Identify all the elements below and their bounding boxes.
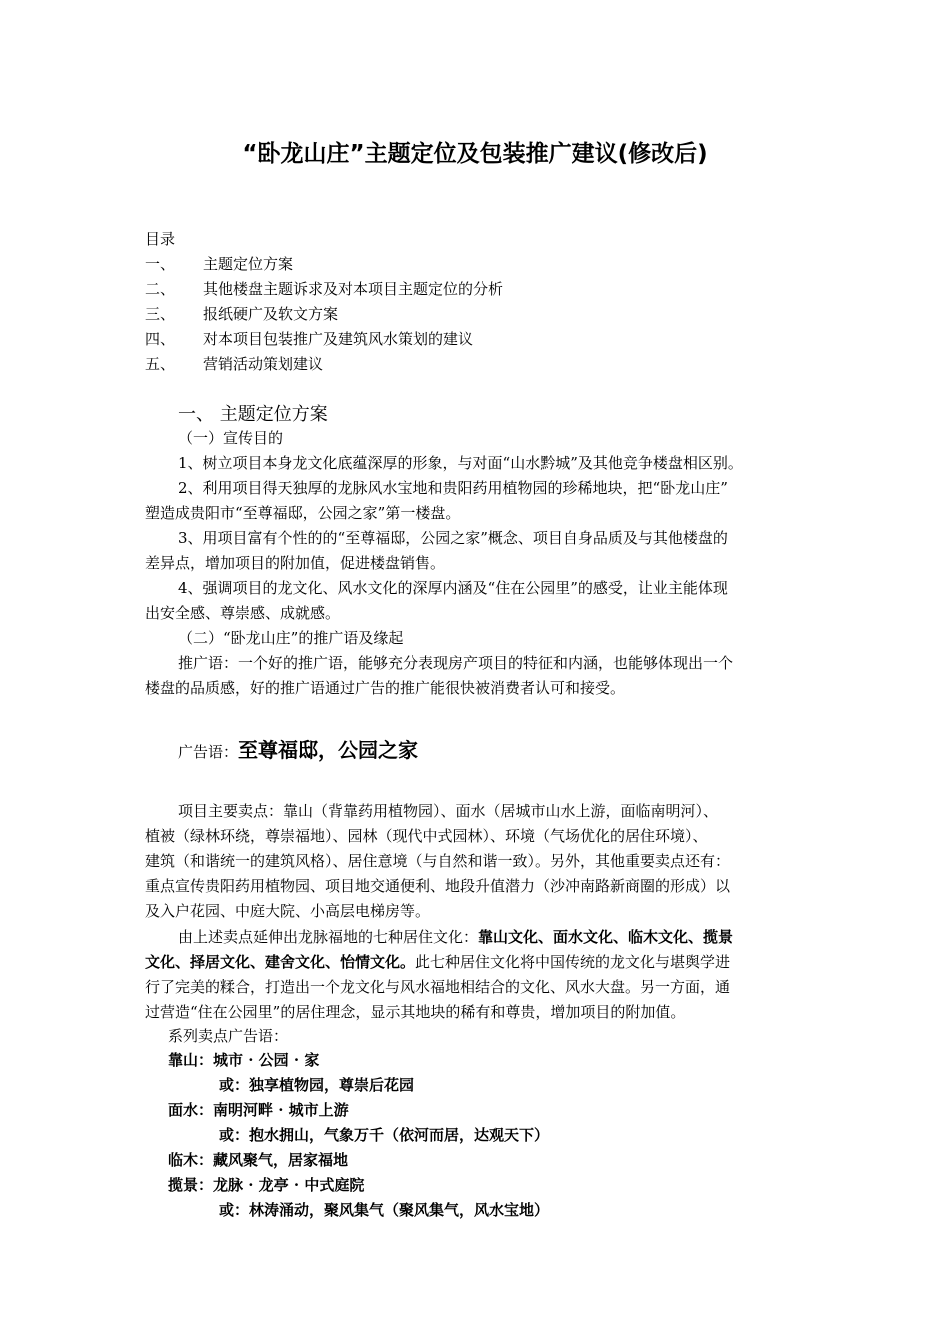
paragraph-line: 重点宣传贵阳药用植物园、项目地交通便利、地段升值潜力（沙冲南路新商圈的形成）以 <box>145 877 731 895</box>
paragraph-line: 推广语：一个好的推广语，能够充分表现房产项目的特征和内涵，也能够体现出一个 <box>178 654 734 672</box>
series-slogan <box>219 1198 549 1222</box>
series-slogan <box>168 1048 319 1072</box>
series-heading: 系列卖点广告语： <box>168 1027 289 1045</box>
subsection-heading: （一）宣传目的 <box>178 429 284 447</box>
paragraph-text: 此七种居住文化将中国传统的龙文化与堪舆学进 <box>415 953 731 971</box>
paragraph-line: 楼盘的品质感，好的推广语通过广告的推广能很快被消费者认可和接受。 <box>145 679 626 697</box>
section-heading: 一、 主题定位方案 <box>178 404 328 425</box>
series-label: 揽景： <box>168 1176 214 1194</box>
toc-item-number: 三、 <box>145 305 176 323</box>
paragraph-line: 过营造“住在公园里”的居住理念，显示其地块的稀有和尊贵，增加项目的附加值。 <box>145 1003 686 1021</box>
culture-list-bold: 文化、择居文化、建舍文化、怡情文化。 <box>145 953 416 971</box>
series-text: 龙脉 · 龙亭 · 中式庭院 <box>213 1176 365 1194</box>
series-slogan <box>168 1148 348 1172</box>
toc-item-text: 主题定位方案 <box>203 255 294 273</box>
series-slogan <box>219 1123 549 1147</box>
toc-item-text: 报纸硬广及软文方案 <box>203 305 339 323</box>
paragraph-line: 项目主要卖点：靠山（背靠药用植物园）、面水（居城市山水上游，面临南明河）、 <box>178 802 719 820</box>
series-text: 城市 · 公园 · 家 <box>213 1051 320 1069</box>
document-title: “卧龙山庄”主题定位及包装推广建议(修改后) <box>242 141 708 167</box>
series-label: 面水： <box>168 1101 214 1119</box>
paragraph-line: 行了完美的糅合，打造出一个龙文化与风水福地相结合的文化、风水大盘。另一方面，通 <box>145 978 731 996</box>
series-label: 靠山： <box>168 1051 214 1069</box>
toc-item-number: 二、 <box>145 280 176 298</box>
series-text: 或：抱水拥山，气象万千（依河而居，达观天下） <box>219 1126 550 1144</box>
series-slogan <box>168 1098 349 1122</box>
series-slogan <box>219 1073 414 1097</box>
series-text: 或：林涛涌动，聚风集气（聚风集气，风水宝地） <box>219 1201 550 1219</box>
toc-item-number: 四、 <box>145 330 176 348</box>
slogan-label: 广告语： <box>178 743 239 761</box>
paragraph-line: 4、强调项目的龙文化、风水文化的深厚内涵及“住在公园里”的感受，让业主能体现 <box>178 579 728 597</box>
paragraph-line: 塑造成贵阳市“至尊福邸，公园之家”第一楼盘。 <box>145 504 461 522</box>
toc-item-text: 营销活动策划建议 <box>203 355 324 373</box>
toc-item-number: 一、 <box>145 255 176 273</box>
slogan-text: 至尊福邸，公园之家 <box>238 738 419 762</box>
paragraph-text: 由上述卖点延伸出龙脉福地的七种居住文化： <box>178 928 479 946</box>
toc-item-text: 对本项目包装推广及建筑风水策划的建议 <box>203 330 474 348</box>
paragraph-line: 1、树立项目本身龙文化底蕴深厚的形象，与对面“山水黔城”及其他竞争楼盘相区别。 <box>178 454 743 472</box>
toc-item-number: 五、 <box>145 355 176 373</box>
slogan-row <box>178 736 418 766</box>
paragraph-line: 3、用项目富有个性的的“至尊福邸，公园之家”概念、项目自身品质及与其他楼盘的 <box>178 529 728 547</box>
series-text: 或：独享植物园，尊崇后花园 <box>219 1076 415 1094</box>
series-text: 南明河畔 · 城市上游 <box>213 1101 349 1119</box>
paragraph-line: 出安全感、尊崇感、成就感。 <box>145 604 341 622</box>
series-text: 藏风聚气，居家福地 <box>213 1151 349 1169</box>
paragraph-line <box>178 925 733 949</box>
toc-item-text: 其他楼盘主题诉求及对本项目主题定位的分析 <box>203 280 504 298</box>
series-slogan <box>168 1173 364 1197</box>
toc-heading: 目录 <box>145 230 176 248</box>
paragraph-line: 建筑（和谐统一的建筑风格）、居住意境（与自然和谐一致）。另外，其他重要卖点还有： <box>145 852 731 870</box>
paragraph-line: 2、利用项目得天独厚的龙脉风水宝地和贵阳药用植物园的珍稀地块，把“卧龙山庄” <box>178 479 728 497</box>
culture-list-bold: 靠山文化、面水文化、临木文化、揽景 <box>478 928 734 946</box>
series-label: 临木： <box>168 1151 214 1169</box>
paragraph-line: 及入户花园、中庭大院、小高层电梯房等。 <box>145 902 431 920</box>
subsection-heading: （二）“卧龙山庄”的推广语及缘起 <box>178 629 404 647</box>
paragraph-line: 差异点，增加项目的附加值，促进楼盘销售。 <box>145 554 446 572</box>
paragraph-line: 植被（绿林环绕，尊崇福地）、园林（现代中式园林）、环境（气场优化的居住环境）、 <box>145 827 708 845</box>
paragraph-line <box>145 950 730 974</box>
